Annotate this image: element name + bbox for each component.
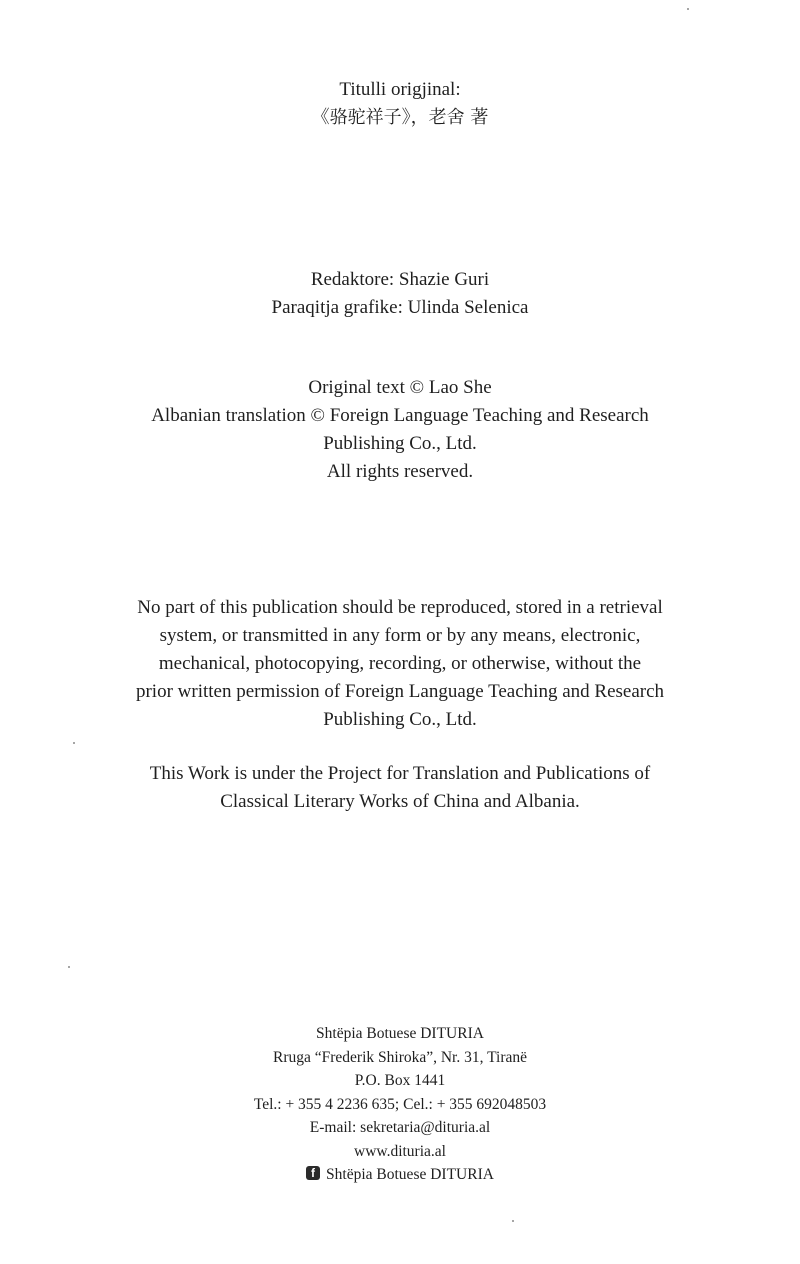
original-title-label: Titulli origjinal: xyxy=(339,79,461,100)
copyright-line: Albanian translation © Foreign Language Teaching and Research xyxy=(151,405,649,426)
publisher-facebook xyxy=(0,1163,800,1187)
notice-line: mechanical, photocopying, recording, or otherwise, without the xyxy=(158,653,642,674)
scan-speck xyxy=(687,8,689,10)
notice-line: system, or transmitted in any form or by any means, electronic, xyxy=(159,625,641,646)
publisher-name: Shtëpia Botuese DITURIA xyxy=(316,1025,484,1042)
publisher-block xyxy=(0,1022,800,1187)
layout-credit: Paraqitja grafike: Ulinda Selenica xyxy=(271,297,529,318)
scan-speck xyxy=(512,1220,514,1222)
publisher-phones: Tel.: + 355 4 2236 635; Cel.: + 355 692048503 xyxy=(253,1095,547,1113)
project-statement-block xyxy=(0,760,800,816)
publisher-email: E-mail: sekretaria@dituria.al xyxy=(309,1119,491,1136)
credits-block xyxy=(0,266,800,322)
copyright-line: All rights reserved. xyxy=(326,461,474,482)
original-title-chinese: 《骆驼祥子》，老舍 著 xyxy=(311,107,489,128)
notice-line: No part of this publication should be reproduced, stored in a retrieval xyxy=(137,597,663,618)
project-line: Classical Literary Works of China and Albania. xyxy=(220,791,580,812)
scan-speck xyxy=(73,742,75,744)
original-title-block xyxy=(0,76,800,132)
rights-notice-block xyxy=(0,594,800,734)
notice-line: Publishing Co., Ltd. xyxy=(323,709,477,730)
publisher-facebook-label: Shtëpia Botuese DITURIA xyxy=(326,1166,494,1183)
facebook-icon: f xyxy=(306,1166,320,1180)
project-line: This Work is under the Project for Translation and Publications of xyxy=(149,763,651,784)
scan-speck xyxy=(68,966,70,968)
publisher-website: www.dituria.al xyxy=(354,1142,446,1160)
notice-line: prior written permission of Foreign Language Teaching and Research xyxy=(135,681,665,702)
editor-credit: Redaktore: Shazie Guri xyxy=(310,269,490,290)
copyright-block xyxy=(0,374,800,486)
copyright-line: Publishing Co., Ltd. xyxy=(323,433,477,454)
publisher-address: Rruga “Frederik Shiroka”, Nr. 31, Tiranë xyxy=(273,1048,527,1066)
copyright-line: Original text © Lao She xyxy=(308,377,492,398)
publisher-po-box: P.O. Box 1441 xyxy=(354,1072,446,1089)
